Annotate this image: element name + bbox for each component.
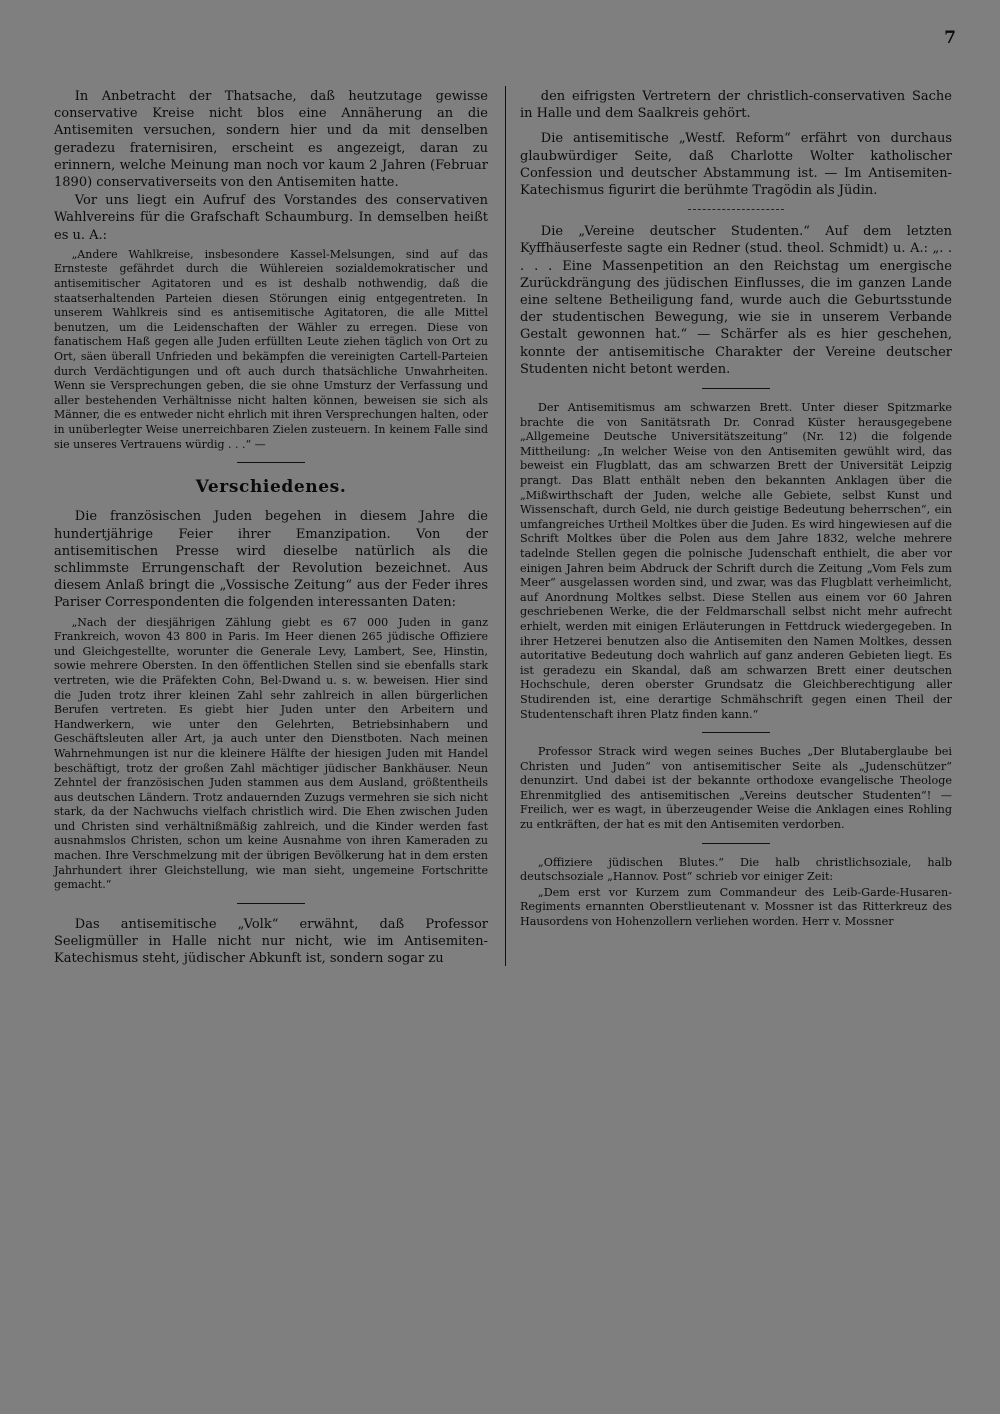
news-item — [520, 745, 952, 833]
paragraph: Die antisemitische „Westf. Reform“ erfährt von durchaus glaubwürdiger Seite, daß Charlotte Wolter katholischer Confession und deutscher Abstammung ist. — Im Antisemiten-Katechismus figurirt die berühmte Tragödin als Jüdin. — [520, 131, 952, 199]
separator-rule — [702, 388, 770, 389]
left-column — [54, 88, 488, 967]
news-item — [520, 401, 952, 722]
separator-rule — [702, 843, 770, 844]
paragraph: den eifrigsten Vertretern der christlich-conservativen Sache in Halle und dem Saalkreis gehört. — [520, 89, 952, 122]
paragraph: Vor uns liegt ein Aufruf des Vorstandes des conservativen Wahlvereins für die Grafschaft Schaumburg. In demselben heißt es u. A.: — [54, 193, 488, 243]
paragraph: Professor Strack wird wegen seines Buches „Der Blutaberglaube bei Christen und Juden“ von antisemitischer Seite als „Judenschützer“ denunzirt. Und dabei ist der bekannte orthodoxe evangelische Theologe Ehrenmitglied des antisemitischen „Vereins deutscher Studenten“! — Freilich, wer es wagt, in überzeugender Weise die Anklagen eines Rohling zu entkräften, der hat es mit den Antisemiten verdorben. — [520, 745, 952, 832]
paragraph: Die französischen Juden begehen in diesem Jahre die hundertjährige Feier ihrer Emanzipation. Von der antisemitischen Presse wird dieselbe natürlich als die schlimmste Errungenschaft der Revolution bezeichnet. Aus diesem Anlaß bringt die „Vossische Zeitung“ aus der Feder ihres Pariser Correspondenten die folgenden interessanten Daten: — [54, 509, 488, 611]
quotation: „Nach der diesjährigen Zählung giebt es 67 000 Juden in ganz Frankreich, wovon 43 800 in Paris. Im Heer dienen 265 jüdische Offiziere und Gleichgestellte, worunter die Generale Levy, Lambert, See, Hinstin, sowie mehrere Obersten. In den öffentlichen Stellen sind sie ebenfalls stark vertreten, wie die Präfekten Cohn, Bel-Dwand u. s. w. beweisen. Hier sind die Juden trotz ihrer kleinen Zahl sehr zahlreich in allen bürgerlichen Berufen vertreten. Es giebt hier Juden unter den Arbeitern und Handwerkern, wie unter den Gelehrten, Betriebsinhabern und Geschäftsleuten aller Art, ja auch unter den Dienstboten. Nach meinen Wahrnehmungen ist nur die kleinere Hälfte der hiesigen Juden mit Handel beschäftigt, trotz der großen Zahl mächtiger jüdischer Bankhäuser. Neun Zehntel der französischen Juden stammen aus dem Ausland, größtentheils aus deutschen Ländern. Trotz andauernden Zuzugs vermehren sie sich nicht stark, da der Nachwuchs vielfach christlich wird. Die Ehen zwischen Juden und Christen sind verhältnißmäßig zahlreich, und die Kinder werden fast ausnahmslos Christen, schon um keine Ausnahme von ihren Kameraden zu machen. Ihre Verschmelzung mit der übrigen Bevölkerung hat in dem ersten Jahrhundert ihrer Gleichstellung, wie man sieht, ungemeine Fortschritte gemacht.“ — [54, 615, 488, 892]
page-number: 7 — [944, 28, 956, 48]
paragraph: Der Antisemitismus am schwarzen Brett. Unter dieser Spitzmarke brachte die von Sanitätsrath Dr. Conrad Küster herausgegebene „Allgemeine Deutsche Universitätszeitung“ (Nr. 12) die folgende Mittheilung: „In welcher Weise von den Antisemiten gewühlt wird, das beweist ein Flugblatt, das am schwarzen Brett der Universität Leipzig prangt. Das Blatt enthält neben den bekannten Anklagen über die „Mißwirthschaft der Juden, welche alle Gebiete, selbst Kunst und Wissenschaft, durch Geld, nie durch geistige Bedeutung beherrschen“, ein umfangreiches Urtheil Moltkes über die Juden. Es wird hingewiesen auf die Schrift Moltkes über die Polen aus dem Jahre 1832, welche mehrere tadelnde Stellen gegen die polnische Judenschaft enthielt, die aber vor einigen Jahren beim Abdruck der Schrift durch die Zeitung „Vom Fels zum Meer“ ausgelassen worden sind, und zwar, was das Flugblatt verheimlicht, auf Anordnung Moltkes selbst. Diese Stellen aus einem vor 60 Jahren geschriebenen Werke, die der Feldmarschall selbst nicht mehr aufrecht erhielt, werden mit einigen Erläuterungen in Fettdruck wiedergegeben. In ihrer Hetzerei benutzen also die Antisemiten den Namen Moltkes, dessen autoritative Bedeutung doch wahrlich auf ganz anderen Gebieten liegt. Es ist geradezu ein Skandal, daß am schwarzen Brett einer deutschen Hochschule, deren oberster Grundsatz die Gleichberechtigung aller Studirenden ist, eine derartige Schmähschrift gegen einen Theil der Studentenschaft ihren Platz finden kann.“ — [520, 401, 952, 721]
separator-rule — [237, 462, 305, 463]
paragraph: Das antisemitische „Volk“ erwähnt, daß Professor Seeligmüller in Halle nicht nur nicht, wie im Antisemiten-Katechismus steht, jüdischer Abkunft ist, sondern sogar zu — [54, 916, 488, 967]
column-divider — [505, 86, 506, 966]
paragraph: Die „Vereine deutscher Studenten.“ Auf dem letzten Kyffhäuserfeste sagte ein Redner (stud. theol. Schmidt) u. A.: „. . . . . Eine Massenpetition an den Reichstag um energische Zurückdrängung des jüdischen Einflusses, die im ganzen Lande eine seltene Betheiligung fand, wurde auch die Geburtsstunde der studentischen Bewegung, wie sie in unserem Verbande Gestalt gewonnen hat.“ — Schärfer als es hier geschehen, konnte der antisemitische Charakter der Vereine deutscher Studenten nicht betont werden. — [520, 224, 952, 377]
paragraph: In Anbetracht der Thatsache, daß heutzutage gewisse conservative Kreise nicht blos eine Annäherung an die Antisemiten versuchen, sondern hier und da mit denselben geradezu fraternisiren, erscheint es angezeigt, daran zu erinnern, welche Meinung man noch vor kaum 2 Jahren (Februar 1890) conservativerseits von den Antisemiten hatte. — [54, 89, 488, 191]
section-heading: Verschiedenes. — [195, 477, 347, 498]
separator-rule — [702, 732, 770, 733]
quotation: „Andere Wahlkreise, insbesondere Kassel-Melsungen, sind auf das Ernsteste gefährdet durch die Wühlereien sozialdemokratischer und antisemitischer Agitatoren und es ist deshalb nothwendig, daß die staatserhaltenden Parteien diesen Störungen einig entgegentreten. In unserem Wahlkreis sind es antisemitische Agitatoren, die alle Mittel benutzen, um die Leidenschaften der Wähler zu erregen. Diese von fanatischem Haß gegen alle Juden erfüllten Leute ziehen täglich von Ort zu Ort, säen überall Unfrieden und bekämpfen die vereinigten Cartell-Parteien durch Verdächtigungen und oft auch durch thatsächliche Unwahrheiten. Wenn sie Versprechungen geben, die sie ohne Umsturz der Verfassung und aller bestehenden Verhältnisse nicht halten können, beweisen sie sich als Männer, die es entweder nicht ehrlich mit ihren Versprechungen halten, oder in unüberlegter Weise unerreichbaren Zielen zusteuern. In keinem Falle sind sie unseres Vertrauens würdig . . .“ — — [54, 247, 488, 451]
quotation: „Dem erst vor Kurzem zum Commandeur des Leib-Garde-Husaren-Regiments ernannten Oberstlieutenant v. Mossner ist das Ritterkreuz des Hausordens von Hohenzollern verliehen worden. Herr v. Mossner — [520, 885, 952, 929]
separator-rule — [237, 903, 305, 904]
paragraph: „Offiziere jüdischen Blutes.“ Die halb christlichsoziale, halb deutschsoziale „Hannov. Post“ schrieb vor einiger Zeit: — [520, 855, 952, 884]
right-column — [520, 88, 952, 930]
separator-rule — [688, 209, 784, 211]
news-item — [520, 856, 952, 930]
